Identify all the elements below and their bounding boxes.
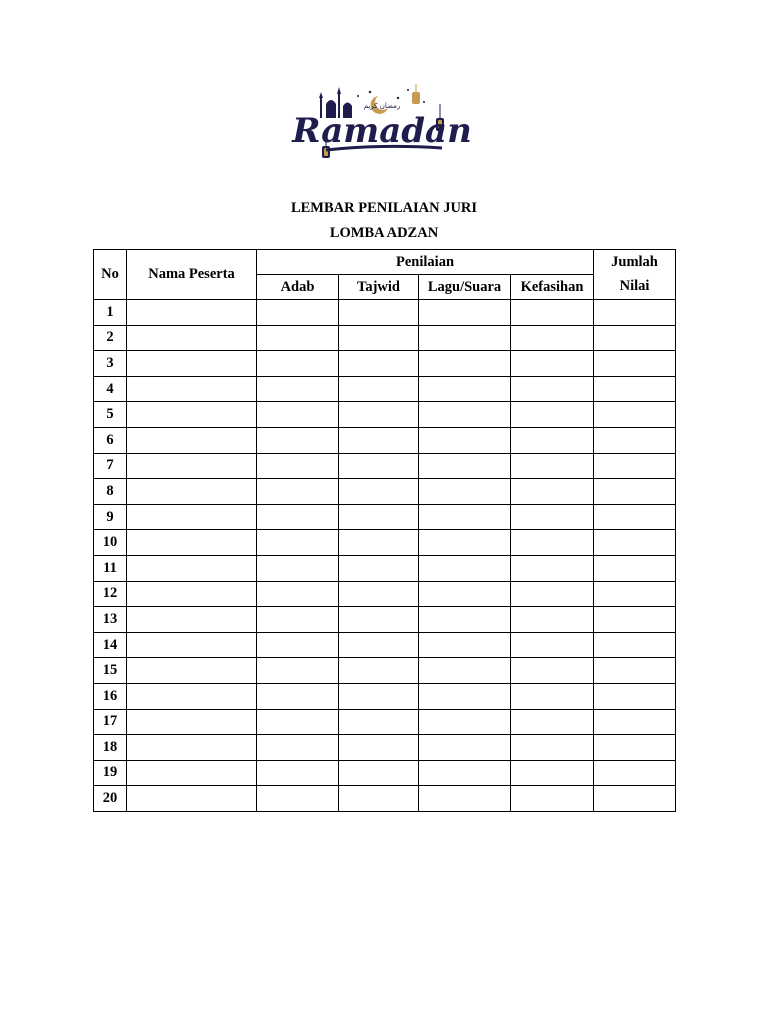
jumlah-nilai-cell[interactable] (594, 607, 676, 633)
lagu-suara-cell[interactable] (419, 300, 511, 326)
nama-cell[interactable] (127, 351, 257, 377)
lagu-suara-cell[interactable] (419, 427, 511, 453)
adab-cell[interactable] (257, 479, 339, 505)
table-row (94, 632, 676, 658)
table-row (94, 504, 676, 530)
kefasihan-cell[interactable] (511, 581, 594, 607)
tajwid-cell[interactable] (339, 683, 419, 709)
nama-cell[interactable] (127, 786, 257, 812)
row-number: 7 (94, 453, 127, 479)
lagu-suara-cell[interactable] (419, 760, 511, 786)
lagu-suara-cell[interactable] (419, 530, 511, 556)
lagu-suara-cell[interactable] (419, 402, 511, 428)
nama-cell[interactable] (127, 530, 257, 556)
lagu-suara-cell[interactable] (419, 504, 511, 530)
nama-cell[interactable] (127, 325, 257, 351)
lagu-suara-cell[interactable] (419, 325, 511, 351)
lagu-suara-cell[interactable] (419, 658, 511, 684)
table-row (94, 607, 676, 633)
header-penilaian: Penilaian (257, 250, 594, 275)
row-number: 13 (94, 607, 127, 633)
adab-cell[interactable] (257, 530, 339, 556)
row-number: 9 (94, 504, 127, 530)
adab-cell[interactable] (257, 709, 339, 735)
table-row (94, 402, 676, 428)
tajwid-cell[interactable] (339, 735, 419, 761)
tajwid-cell[interactable] (339, 402, 419, 428)
table-row (94, 479, 676, 505)
kefasihan-cell[interactable] (511, 683, 594, 709)
row-number: 6 (94, 427, 127, 453)
jumlah-nilai-cell[interactable] (594, 402, 676, 428)
table-row (94, 735, 676, 761)
jumlah-nilai-cell[interactable] (594, 479, 676, 505)
lagu-suara-cell[interactable] (419, 351, 511, 377)
tajwid-cell[interactable] (339, 760, 419, 786)
tajwid-cell[interactable] (339, 555, 419, 581)
adab-cell[interactable] (257, 683, 339, 709)
adab-cell[interactable] (257, 427, 339, 453)
adab-cell[interactable] (257, 735, 339, 761)
tajwid-cell[interactable] (339, 632, 419, 658)
tajwid-cell[interactable] (339, 709, 419, 735)
nama-cell[interactable] (127, 709, 257, 735)
jumlah-nilai-cell[interactable] (594, 376, 676, 402)
nama-cell[interactable] (127, 300, 257, 326)
table-row (94, 530, 676, 556)
header-kefasihan: Kefasihan (511, 275, 594, 300)
jumlah-nilai-cell[interactable] (594, 300, 676, 326)
lagu-suara-cell[interactable] (419, 786, 511, 812)
lagu-suara-cell[interactable] (419, 735, 511, 761)
kefasihan-cell[interactable] (511, 607, 594, 633)
kefasihan-cell[interactable] (511, 632, 594, 658)
row-number: 3 (94, 351, 127, 377)
nama-cell[interactable] (127, 479, 257, 505)
lagu-suara-cell[interactable] (419, 607, 511, 633)
kefasihan-cell[interactable] (511, 325, 594, 351)
nama-cell[interactable] (127, 658, 257, 684)
kefasihan-cell[interactable] (511, 376, 594, 402)
row-number: 14 (94, 632, 127, 658)
tajwid-cell[interactable] (339, 351, 419, 377)
lagu-suara-cell[interactable] (419, 632, 511, 658)
tajwid-cell[interactable] (339, 581, 419, 607)
jumlah-nilai-cell[interactable] (594, 555, 676, 581)
nama-cell[interactable] (127, 581, 257, 607)
header-tajwid: Tajwid (339, 275, 419, 300)
adab-cell[interactable] (257, 760, 339, 786)
adab-cell[interactable] (257, 351, 339, 377)
adab-cell[interactable] (257, 504, 339, 530)
table-row (94, 581, 676, 607)
jumlah-nilai-cell[interactable] (594, 453, 676, 479)
nama-cell[interactable] (127, 760, 257, 786)
row-number: 20 (94, 786, 127, 812)
jumlah-nilai-cell[interactable] (594, 709, 676, 735)
tajwid-cell[interactable] (339, 530, 419, 556)
table-row (94, 325, 676, 351)
adab-cell[interactable] (257, 607, 339, 633)
kefasihan-cell[interactable] (511, 402, 594, 428)
row-number: 5 (94, 402, 127, 428)
jumlah-nilai-cell[interactable] (594, 632, 676, 658)
nama-cell[interactable] (127, 735, 257, 761)
jumlah-nilai-cell[interactable] (594, 658, 676, 684)
nama-cell[interactable] (127, 683, 257, 709)
row-number: 2 (94, 325, 127, 351)
kefasihan-cell[interactable] (511, 786, 594, 812)
jumlah-nilai-cell[interactable] (594, 351, 676, 377)
table-row (94, 658, 676, 684)
adab-cell[interactable] (257, 786, 339, 812)
header-nama-peserta: Nama Peserta (127, 250, 257, 300)
jumlah-nilai-cell[interactable] (594, 530, 676, 556)
tajwid-cell[interactable] (339, 325, 419, 351)
kefasihan-cell[interactable] (511, 555, 594, 581)
nama-cell[interactable] (127, 555, 257, 581)
table-row (94, 786, 676, 812)
row-number: 16 (94, 683, 127, 709)
table-row (94, 555, 676, 581)
tajwid-cell[interactable] (339, 607, 419, 633)
kefasihan-cell[interactable] (511, 735, 594, 761)
kefasihan-cell[interactable] (511, 300, 594, 326)
jumlah-nilai-cell[interactable] (594, 760, 676, 786)
tajwid-cell[interactable] (339, 453, 419, 479)
tajwid-cell[interactable] (339, 479, 419, 505)
lagu-suara-cell[interactable] (419, 453, 511, 479)
ramadan-logo (292, 84, 472, 166)
header-adab: Adab (257, 275, 339, 300)
nama-cell[interactable] (127, 402, 257, 428)
nama-cell[interactable] (127, 632, 257, 658)
kefasihan-cell[interactable] (511, 453, 594, 479)
adab-cell[interactable] (257, 453, 339, 479)
table-row (94, 709, 676, 735)
kefasihan-cell[interactable] (511, 658, 594, 684)
tajwid-cell[interactable] (339, 504, 419, 530)
jumlah-nilai-cell[interactable] (594, 735, 676, 761)
jumlah-nilai-cell[interactable] (594, 581, 676, 607)
lagu-suara-cell[interactable] (419, 376, 511, 402)
table-row (94, 760, 676, 786)
row-number: 10 (94, 530, 127, 556)
table-row (94, 427, 676, 453)
lagu-suara-cell[interactable] (419, 683, 511, 709)
row-number: 11 (94, 555, 127, 581)
jumlah-nilai-cell[interactable] (594, 504, 676, 530)
header-no: No (94, 250, 127, 300)
header-lagu-suara: Lagu/Suara (419, 275, 511, 300)
tajwid-cell[interactable] (339, 376, 419, 402)
nama-cell[interactable] (127, 376, 257, 402)
adab-cell[interactable] (257, 402, 339, 428)
row-number: 15 (94, 658, 127, 684)
jumlah-nilai-cell[interactable] (594, 427, 676, 453)
adab-cell[interactable] (257, 555, 339, 581)
table-row (94, 683, 676, 709)
tajwid-cell[interactable] (339, 658, 419, 684)
header-nilai: Nilai (594, 275, 676, 300)
row-number: 17 (94, 709, 127, 735)
kefasihan-cell[interactable] (511, 530, 594, 556)
row-number: 8 (94, 479, 127, 505)
adab-cell[interactable] (257, 376, 339, 402)
table-row (94, 300, 676, 326)
jumlah-nilai-cell[interactable] (594, 786, 676, 812)
jumlah-nilai-cell[interactable] (594, 683, 676, 709)
kefasihan-cell[interactable] (511, 427, 594, 453)
table-row (94, 351, 676, 377)
table-row (94, 453, 676, 479)
kefasihan-cell[interactable] (511, 709, 594, 735)
sheet-title: LEMBAR PENILAIAN JURI (290, 200, 478, 216)
kefasihan-cell[interactable] (511, 351, 594, 377)
row-number: 19 (94, 760, 127, 786)
kefasihan-cell[interactable] (511, 760, 594, 786)
adab-cell[interactable] (257, 658, 339, 684)
lagu-suara-cell[interactable] (419, 709, 511, 735)
lagu-suara-cell[interactable] (419, 581, 511, 607)
kefasihan-cell[interactable] (511, 479, 594, 505)
row-number: 1 (94, 300, 127, 326)
nama-cell[interactable] (127, 427, 257, 453)
header-jumlah: Jumlah (594, 250, 676, 275)
adab-cell[interactable] (257, 325, 339, 351)
adab-cell[interactable] (257, 632, 339, 658)
lagu-suara-cell[interactable] (419, 479, 511, 505)
tajwid-cell[interactable] (339, 300, 419, 326)
lagu-suara-cell[interactable] (419, 555, 511, 581)
tajwid-cell[interactable] (339, 427, 419, 453)
row-number: 18 (94, 735, 127, 761)
adab-cell[interactable] (257, 300, 339, 326)
sheet-subtitle: LOMBA ADZAN (329, 225, 439, 241)
nama-cell[interactable] (127, 607, 257, 633)
jumlah-nilai-cell[interactable] (594, 325, 676, 351)
nama-cell[interactable] (127, 453, 257, 479)
kefasihan-cell[interactable] (511, 504, 594, 530)
logo-script-text: Ramadan (292, 111, 472, 151)
logo-arabic-text: رمضان كريم (363, 102, 401, 110)
row-number: 12 (94, 581, 127, 607)
nama-cell[interactable] (127, 504, 257, 530)
header-row-1 (94, 250, 676, 275)
row-number: 4 (94, 376, 127, 402)
scoring-table (93, 249, 676, 812)
adab-cell[interactable] (257, 581, 339, 607)
tajwid-cell[interactable] (339, 786, 419, 812)
table-row (94, 376, 676, 402)
